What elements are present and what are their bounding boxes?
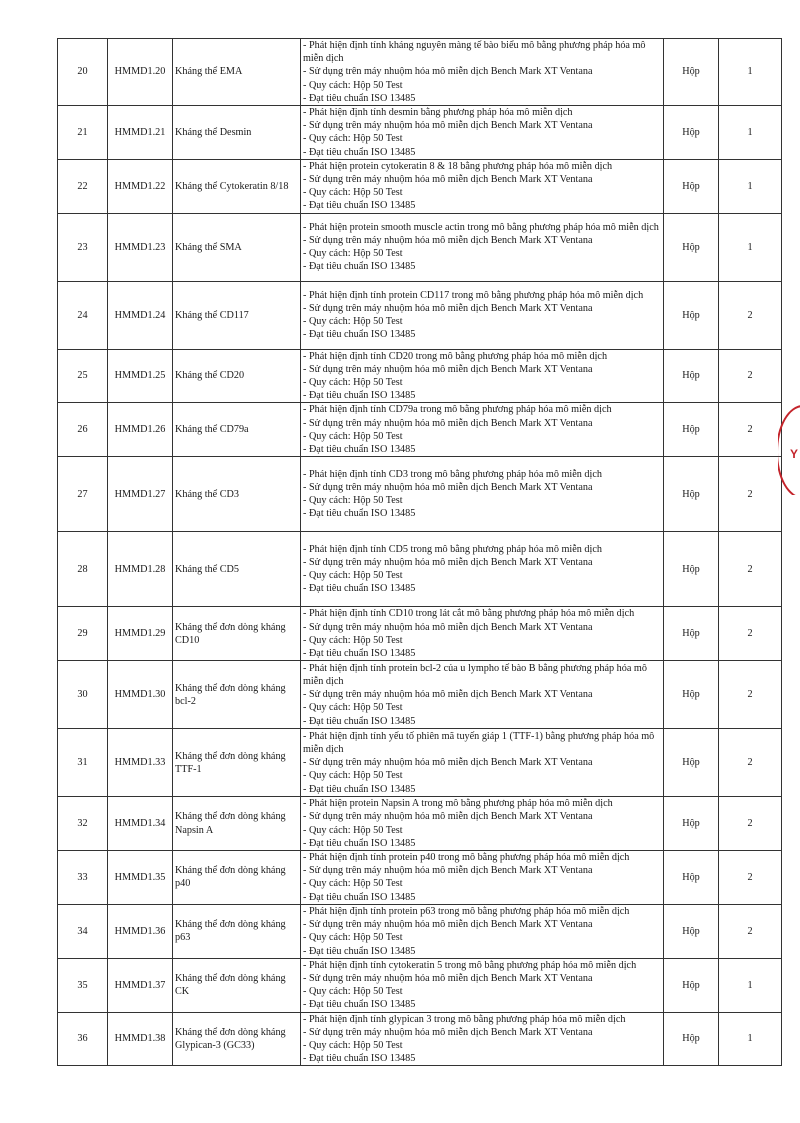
description-line: - Đạt tiêu chuẩn ISO 13485 <box>303 891 416 903</box>
red-stamp-fragment <box>778 385 800 495</box>
item-name: Kháng thể Desmin <box>173 106 301 160</box>
table-row <box>58 729 782 797</box>
row-number: 20 <box>58 39 108 106</box>
item-name: Kháng thể đơn dòng kháng CD10 <box>173 607 301 661</box>
item-name: Kháng thể CD79a <box>173 403 301 457</box>
item-name: Kháng thể đơn dòng kháng Glypican-3 (GC33) <box>173 1012 301 1066</box>
description-line: - Đạt tiêu chuẩn ISO 13485 <box>303 261 416 273</box>
item-name: Kháng thể đơn dòng kháng bcl-2 <box>173 661 301 729</box>
item-description <box>301 457 664 532</box>
table-row <box>58 661 782 729</box>
description-line: - Quy cách: Hộp 50 Test <box>303 932 403 944</box>
item-unit: Hộp <box>664 159 719 213</box>
items-table-body <box>58 39 782 1066</box>
row-number: 34 <box>58 904 108 958</box>
row-number: 26 <box>58 403 108 457</box>
item-code: HMMD1.22 <box>108 159 173 213</box>
table-row <box>58 797 782 851</box>
description-line: - Phát hiện định tính CD3 trong mô bằng phương pháp hóa mô miễn dịch <box>303 468 602 480</box>
description-line: - Quy cách: Hộp 50 Test <box>303 495 403 507</box>
description-line: - Quy cách: Hộp 50 Test <box>303 634 403 646</box>
items-table <box>57 38 782 1066</box>
item-quantity: 1 <box>719 958 782 1012</box>
item-name: Kháng thể đơn dòng kháng Napsin A <box>173 797 301 851</box>
item-quantity: 2 <box>719 851 782 905</box>
description-line: - Đạt tiêu chuẩn ISO 13485 <box>303 390 416 402</box>
item-code: HMMD1.24 <box>108 281 173 349</box>
item-description <box>301 403 664 457</box>
description-line: - Đạt tiêu chuẩn ISO 13485 <box>303 146 416 158</box>
description-line: - Sử dụng trên máy nhuộm hóa mô miễn dịch Bench Mark XT Ventana <box>303 689 593 701</box>
item-code: HMMD1.37 <box>108 958 173 1012</box>
description-line: - Phát hiện định tính desmin bằng phương pháp hóa mô miễn dịch <box>303 107 573 119</box>
item-code: HMMD1.38 <box>108 1012 173 1066</box>
description-line: - Sử dụng trên máy nhuộm hóa mô miễn dịch Bench Mark XT Ventana <box>303 557 593 569</box>
item-name: Kháng thể CD20 <box>173 349 301 403</box>
description-line: - Đạt tiêu chuẩn ISO 13485 <box>303 999 416 1011</box>
item-code: HMMD1.28 <box>108 532 173 607</box>
item-description <box>301 349 664 403</box>
description-line: - Đạt tiêu chuẩn ISO 13485 <box>303 783 416 795</box>
item-unit: Hộp <box>664 39 719 106</box>
item-description <box>301 281 664 349</box>
item-description <box>301 661 664 729</box>
description-line: - Quy cách: Hộp 50 Test <box>303 878 403 890</box>
description-line: - Sử dụng trên máy nhuộm hóa mô miễn dịch Bench Mark XT Ventana <box>303 757 593 769</box>
item-description <box>301 1012 664 1066</box>
row-number: 36 <box>58 1012 108 1066</box>
item-description <box>301 532 664 607</box>
item-quantity: 2 <box>719 281 782 349</box>
table-row <box>58 607 782 661</box>
item-name: Kháng thể đơn dòng kháng TTF-1 <box>173 729 301 797</box>
item-unit: Hộp <box>664 1012 719 1066</box>
item-code: HMMD1.33 <box>108 729 173 797</box>
item-quantity: 2 <box>719 661 782 729</box>
table-row <box>58 1012 782 1066</box>
description-line: - Phát hiện định tính protein bcl-2 của u lympho tế bào B bằng phương pháp hóa mô miễn dịch <box>303 662 647 687</box>
item-name: Kháng thể SMA <box>173 213 301 281</box>
item-unit: Hộp <box>664 106 719 160</box>
item-unit: Hộp <box>664 403 719 457</box>
item-code: HMMD1.26 <box>108 403 173 457</box>
item-name: Kháng thể Cytokeratin 8/18 <box>173 159 301 213</box>
description-line: - Đạt tiêu chuẩn ISO 13485 <box>303 583 416 595</box>
description-line: - Phát hiện định tính glypican 3 trong mô bằng phương pháp hóa mô miễn dịch <box>303 1013 626 1025</box>
row-number: 31 <box>58 729 108 797</box>
item-name: Kháng thể đơn dòng kháng p40 <box>173 851 301 905</box>
item-unit: Hộp <box>664 607 719 661</box>
description-line: - Sử dụng trên máy nhuộm hóa mô miễn dịch Bench Mark XT Ventana <box>303 482 593 494</box>
item-quantity: 2 <box>719 457 782 532</box>
item-unit: Hộp <box>664 661 719 729</box>
item-quantity: 2 <box>719 904 782 958</box>
item-quantity: 2 <box>719 532 782 607</box>
description-line: - Phát hiện định tính yếu tố phiên mã tuyến giáp 1 (TTF-1) bằng phương pháp hóa mô miễn dịch <box>303 730 655 755</box>
description-line: - Sử dụng trên máy nhuộm hóa mô miễn dịch Bench Mark XT Ventana <box>303 811 593 823</box>
description-line: - Sử dụng trên máy nhuộm hóa mô miễn dịch Bench Mark XT Ventana <box>303 1026 593 1038</box>
table-row <box>58 532 782 607</box>
document-page <box>57 38 781 1066</box>
description-line: - Phát hiện định tính kháng nguyên màng tế bào biểu mô bằng phương pháp hóa mô miễn dịch <box>303 40 646 65</box>
item-quantity: 2 <box>719 349 782 403</box>
item-code: HMMD1.34 <box>108 797 173 851</box>
description-line: - Đạt tiêu chuẩn ISO 13485 <box>303 508 416 520</box>
table-row <box>58 159 782 213</box>
item-name: Kháng thể CD5 <box>173 532 301 607</box>
item-quantity: 2 <box>719 403 782 457</box>
item-name: Kháng thể CD3 <box>173 457 301 532</box>
row-number: 29 <box>58 607 108 661</box>
item-quantity: 1 <box>719 106 782 160</box>
description-line: - Phát hiện định tính CD79a trong mô bằng phương pháp hóa mô miễn dịch <box>303 404 612 416</box>
item-quantity: 1 <box>719 213 782 281</box>
item-unit: Hộp <box>664 532 719 607</box>
description-line: - Quy cách: Hộp 50 Test <box>303 377 403 389</box>
description-line: - Đạt tiêu chuẩn ISO 13485 <box>303 647 416 659</box>
item-quantity: 2 <box>719 797 782 851</box>
description-line: - Quy cách: Hộp 50 Test <box>303 986 403 998</box>
item-unit: Hộp <box>664 958 719 1012</box>
description-line: - Quy cách: Hộp 50 Test <box>303 187 403 199</box>
description-line: - Đạt tiêu chuẩn ISO 13485 <box>303 837 416 849</box>
description-line: - Quy cách: Hộp 50 Test <box>303 1039 403 1051</box>
description-line: - Phát hiện protein Napsin A trong mô bằng phương pháp hóa mô miễn dịch <box>303 798 613 810</box>
item-description <box>301 39 664 106</box>
item-description <box>301 729 664 797</box>
table-row <box>58 213 782 281</box>
row-number: 33 <box>58 851 108 905</box>
item-code: HMMD1.23 <box>108 213 173 281</box>
description-line: - Đạt tiêu chuẩn ISO 13485 <box>303 1053 416 1065</box>
item-code: HMMD1.35 <box>108 851 173 905</box>
description-line: - Phát hiện định tính protein p63 trong mô bằng phương pháp hóa mô miễn dịch <box>303 905 630 917</box>
item-name: Kháng thể CD117 <box>173 281 301 349</box>
item-unit: Hộp <box>664 281 719 349</box>
table-row <box>58 457 782 532</box>
item-description <box>301 159 664 213</box>
description-line: - Phát hiện định tính CD10 trong lát cắt mô bằng phương pháp hóa mô miễn dịch <box>303 608 635 620</box>
item-unit: Hộp <box>664 729 719 797</box>
item-code: HMMD1.36 <box>108 904 173 958</box>
row-number: 23 <box>58 213 108 281</box>
description-line: - Đạt tiêu chuẩn ISO 13485 <box>303 200 416 212</box>
item-description <box>301 213 664 281</box>
item-quantity: 1 <box>719 39 782 106</box>
item-description <box>301 607 664 661</box>
item-unit: Hộp <box>664 213 719 281</box>
item-description <box>301 797 664 851</box>
stamp-letter: Y <box>789 447 798 461</box>
item-description <box>301 106 664 160</box>
item-name: Kháng thể đơn dòng kháng p63 <box>173 904 301 958</box>
table-row <box>58 851 782 905</box>
row-number: 32 <box>58 797 108 851</box>
item-code: HMMD1.27 <box>108 457 173 532</box>
description-line: - Sử dụng trên máy nhuộm hóa mô miễn dịch Bench Mark XT Ventana <box>303 363 593 375</box>
description-line: - Sử dụng trên máy nhuộm hóa mô miễn dịch Bench Mark XT Ventana <box>303 174 593 186</box>
description-line: - Sử dụng trên máy nhuộm hóa mô miễn dịch Bench Mark XT Ventana <box>303 621 593 633</box>
description-line: - Quy cách: Hộp 50 Test <box>303 133 403 145</box>
item-unit: Hộp <box>664 797 719 851</box>
description-line: - Sử dụng trên máy nhuộm hóa mô miễn dịch Bench Mark XT Ventana <box>303 417 593 429</box>
description-line: - Phát hiện định tính CD5 trong mô bằng phương pháp hóa mô miễn dịch <box>303 543 602 555</box>
description-line: - Sử dụng trên máy nhuộm hóa mô miễn dịch Bench Mark XT Ventana <box>303 234 593 246</box>
description-line: - Quy cách: Hộp 50 Test <box>303 248 403 260</box>
description-line: - Quy cách: Hộp 50 Test <box>303 770 403 782</box>
item-quantity: 1 <box>719 1012 782 1066</box>
description-line: - Đạt tiêu chuẩn ISO 13485 <box>303 329 416 341</box>
row-number: 22 <box>58 159 108 213</box>
description-line: - Quy cách: Hộp 50 Test <box>303 824 403 836</box>
description-line: - Đạt tiêu chuẩn ISO 13485 <box>303 444 416 456</box>
description-line: - Quy cách: Hộp 50 Test <box>303 570 403 582</box>
item-description <box>301 851 664 905</box>
item-quantity: 2 <box>719 729 782 797</box>
description-line: - Quy cách: Hộp 50 Test <box>303 702 403 714</box>
table-row <box>58 106 782 160</box>
description-line: - Phát hiện protein smooth muscle actin trong mô bằng phương pháp hóa mô miễn dịch <box>303 221 659 233</box>
item-code: HMMD1.29 <box>108 607 173 661</box>
description-line: - Sử dụng trên máy nhuộm hóa mô miễn dịch Bench Mark XT Ventana <box>303 302 593 314</box>
item-description <box>301 958 664 1012</box>
item-unit: Hộp <box>664 349 719 403</box>
description-line: - Phát hiện định tính protein p40 trong mô bằng phương pháp hóa mô miễn dịch <box>303 852 630 864</box>
row-number: 35 <box>58 958 108 1012</box>
row-number: 25 <box>58 349 108 403</box>
item-quantity: 2 <box>719 607 782 661</box>
row-number: 21 <box>58 106 108 160</box>
row-number: 27 <box>58 457 108 532</box>
description-line: - Quy cách: Hộp 50 Test <box>303 79 403 91</box>
description-line: - Sử dụng trên máy nhuộm hóa mô miễn dịch Bench Mark XT Ventana <box>303 972 593 984</box>
item-description <box>301 904 664 958</box>
item-code: HMMD1.25 <box>108 349 173 403</box>
table-row <box>58 349 782 403</box>
row-number: 28 <box>58 532 108 607</box>
description-line: - Sử dụng trên máy nhuộm hóa mô miễn dịch Bench Mark XT Ventana <box>303 865 593 877</box>
description-line: - Phát hiện định tính protein CD117 trong mô bằng phương pháp hóa mô miễn dịch <box>303 289 644 301</box>
item-quantity: 1 <box>719 159 782 213</box>
table-row <box>58 403 782 457</box>
description-line: - Đạt tiêu chuẩn ISO 13485 <box>303 715 416 727</box>
description-line: - Phát hiện định tính cytokeratin 5 trong mô bằng phương pháp hóa mô miễn dịch <box>303 959 637 971</box>
item-code: HMMD1.20 <box>108 39 173 106</box>
description-line: - Đạt tiêu chuẩn ISO 13485 <box>303 92 416 104</box>
item-name: Kháng thể EMA <box>173 39 301 106</box>
description-line: - Sử dụng trên máy nhuộm hóa mô miễn dịch Bench Mark XT Ventana <box>303 66 593 78</box>
table-row <box>58 281 782 349</box>
description-line: - Phát hiện protein cytokeratin 8 & 18 bằng phương pháp hóa mô miễn dịch <box>303 160 613 172</box>
description-line: - Sử dụng trên máy nhuộm hóa mô miễn dịch Bench Mark XT Ventana <box>303 919 593 931</box>
table-row <box>58 958 782 1012</box>
description-line: - Quy cách: Hộp 50 Test <box>303 316 403 328</box>
table-row <box>58 39 782 106</box>
description-line: - Sử dụng trên máy nhuộm hóa mô miễn dịch Bench Mark XT Ventana <box>303 120 593 132</box>
description-line: - Quy cách: Hộp 50 Test <box>303 430 403 442</box>
item-unit: Hộp <box>664 851 719 905</box>
table-row <box>58 904 782 958</box>
description-line: - Đạt tiêu chuẩn ISO 13485 <box>303 945 416 957</box>
row-number: 30 <box>58 661 108 729</box>
item-code: HMMD1.21 <box>108 106 173 160</box>
item-unit: Hộp <box>664 457 719 532</box>
item-name: Kháng thể đơn dòng kháng CK <box>173 958 301 1012</box>
item-unit: Hộp <box>664 904 719 958</box>
description-line: - Phát hiện định tính CD20 trong mô bằng phương pháp hóa mô miễn dịch <box>303 350 608 362</box>
row-number: 24 <box>58 281 108 349</box>
item-code: HMMD1.30 <box>108 661 173 729</box>
